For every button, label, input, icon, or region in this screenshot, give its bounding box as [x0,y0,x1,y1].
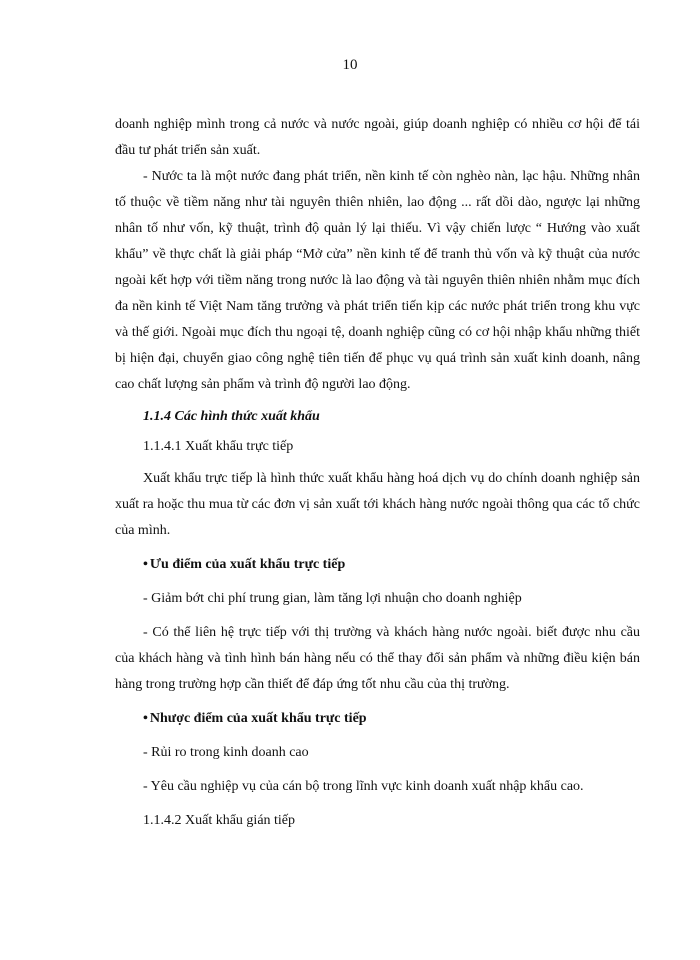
disadvantages-heading [143,706,640,732]
advantages-heading [143,552,640,578]
section-heading-export-forms: 1.1.4 Các hình thức xuất khẩu [143,409,320,424]
subsection-heading-direct-export: 1.1.4.1 Xuất khẩu trực tiếp [143,439,294,454]
bullet-icon: • [143,711,148,726]
advantage-item-2: - Có thể liên hệ trực tiếp với thị trường và khách hàng nước ngoài. biết được nhu cầu của khách hàng và tình hình bán hàng nếu có thể thay đổi sản phẩm và những điều kiện bán hàng trong trường hợp cần thiết để đáp ứng tốt nhu cầu của thị trường. [115,625,640,692]
bullet-icon: • [143,557,148,572]
paragraph-direct-export-definition: Xuất khẩu trực tiếp là hình thức xuất khẩu hàng hoá dịch vụ do chính doanh nghiệp sản xuất ra hoặc thu mua từ các đơn vị sản xuất tới khách hàng nước ngoài thông qua các tổ chức của mình. [115,471,640,538]
paragraph-continuation: doanh nghiệp mình trong cả nước và nước ngoài, giúp doanh nghiệp có nhiều cơ hội để tái đầu tư phát triển sản xuất. [115,117,640,158]
advantage-item-1: - Giảm bớt chi phí trung gian, làm tăng lợi nhuận cho doanh nghiệp [143,591,522,606]
advantages-heading-text: Ưu điểm của xuất khẩu trực tiếp [149,557,346,572]
disadvantage-item-1: - Rủi ro trong kinh doanh cao [143,745,309,760]
document-body [115,112,640,840]
page-number: 10 [342,57,358,73]
disadvantage-item-2: - Yêu cầu nghiệp vụ của cán bộ trong lĩnh vực kinh doanh xuất nhập khẩu cao. [143,779,584,794]
paragraph-export-strategy: - Nước ta là một nước đang phát triển, nền kinh tế còn nghèo nàn, lạc hậu. Những nhân tố thuộc về tiềm năng như tài nguyên thiên nhiên, lao động ... rất dồi dào, ngược lại những nhân tố như vốn, kỹ thuật, trình độ quản lý lại thiếu. Vì vậy chiến lược “ Hướng vào xuất khẩu” về thực chất là giải pháp “Mở cửa” nền kinh tế để tranh thủ vốn và kỹ thuật của nước ngoài kết hợp với tiềm năng trong nước là lao động và tài nguyên thiên nhiên nhằm mục đích đa nền kinh tế Việt Nam tăng trưởng và phát triển tiến kịp các nước phát triển trong khu vực và thế giới. Ngoài mục đích thu ngoại tệ, doanh nghiệp cũng có cơ hội nhập khẩu những thiết bị hiện đại, chuyển giao công nghệ tiên tiến để phục vụ quá trình sản xuất kinh doanh, nâng cao chất lượng sản phẩm và trình độ người lao động. [115,169,640,392]
disadvantages-heading-text: Nhược điểm của xuất khẩu trực tiếp [149,711,367,726]
subsection-heading-indirect-export: 1.1.4.2 Xuất khẩu gián tiếp [143,813,296,828]
